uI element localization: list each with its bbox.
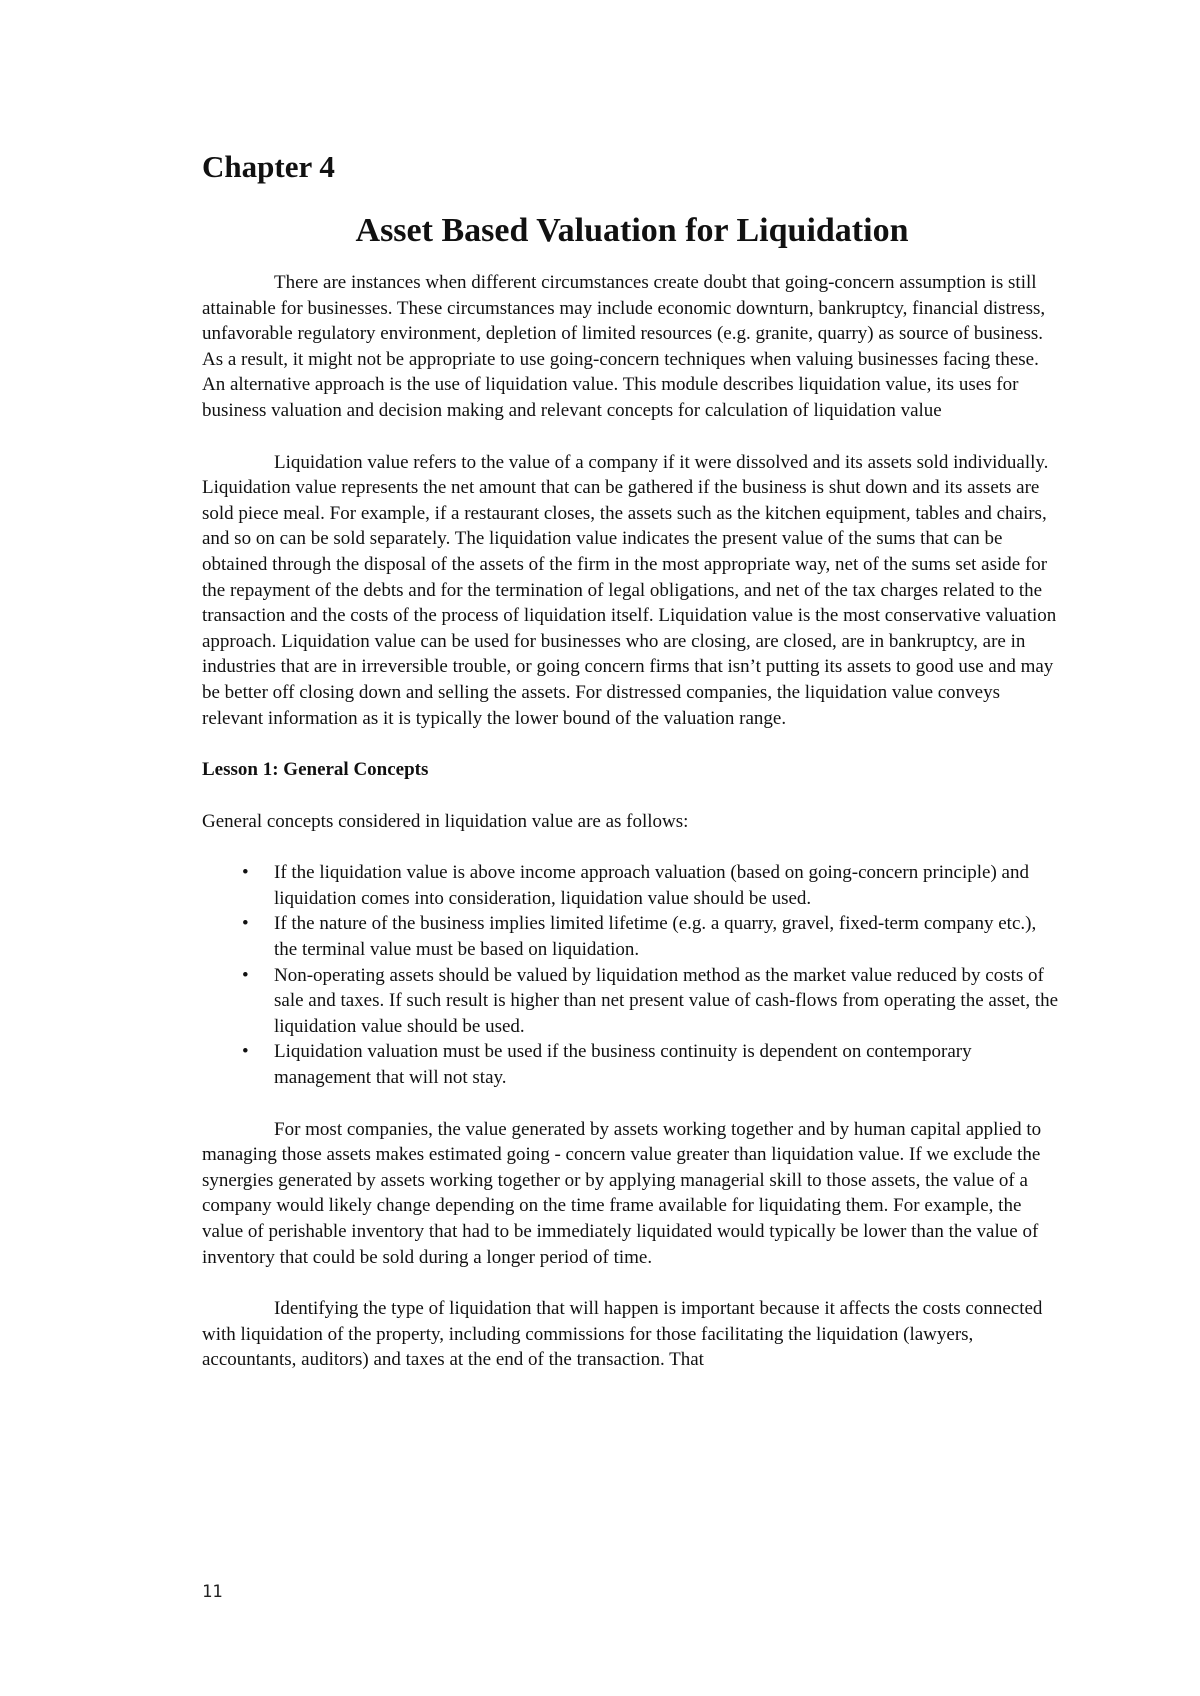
chapter-label: Chapter 4 — [202, 149, 335, 184]
paragraph-spacer — [202, 834, 1062, 860]
lesson-intro: General concepts considered in liquidation value are as follows: — [202, 810, 689, 832]
concepts-list — [202, 860, 1062, 1090]
list-item-text: If the liquidation value is above income approach valuation (based on going-concern principle) and liquidation comes into consideration, liquidation value should be used. — [274, 862, 1029, 909]
closing-paragraph-2: Identifying the type of liquidation that will happen is important because it affects the costs connected with liquidation of the property, including commissions for those facilitating the liquidation (lawyers, accountants, auditors) and taxes at the end of the transaction. That — [202, 1298, 1043, 1371]
intro-paragraph-1: There are instances when different circumstances create doubt that going-concern assumption is still attainable for businesses. These circumstances may include economic downturn, bankruptcy, financial distress, unfavorable regulatory environment, depletion of limited resources (e.g. granite, quarry) as source of business. As a result, it might not be appropriate to use going-concern techniques when valuing businesses facing these. An alternative approach is the use of liquidation value. This module describes liquidation value, its uses for business valuation and decision making and relevant concepts for calculation of liquidation value — [202, 272, 1046, 421]
bullet-icon: • — [242, 964, 249, 986]
paragraph-spacer — [202, 783, 1062, 809]
list-item — [202, 1039, 1062, 1090]
paragraph-spacer — [202, 424, 1062, 450]
list-item-text: Liquidation valuation must be used if the business continuity is dependent on contemporary management that will not stay. — [274, 1041, 972, 1089]
list-item-text: Non-operating assets should be valued by liquidation method as the market value reduced by costs of sale and taxes. If such result is higher than net present value of cash-flows from operating the asset, the liquidation value should be used. — [274, 964, 1059, 1037]
bullet-icon: • — [242, 913, 249, 935]
list-item — [202, 860, 1062, 911]
list-item — [202, 911, 1062, 962]
chapter-title: Asset Based Valuation for Liquidation — [355, 212, 909, 249]
bullet-icon: • — [242, 862, 249, 884]
list-item — [202, 963, 1062, 1040]
closing-paragraph-1: For most companies, the value generated by assets working together and by human capital applied to managing those assets makes estimated going - concern value greater than liquidation value. If we exclude the synergies generated by assets working together or by applying managerial skill to those assets, the value of a company would likely change depending on the time frame available for liquidating them. For example, the value of perishable inventory that had to be immediately liquidated would typically be lower than the value of inventory that could be sold during a longer period of time. — [202, 1118, 1042, 1268]
page-number: 11 — [202, 1582, 223, 1602]
paragraph-spacer — [202, 1091, 1062, 1117]
lesson-heading: Lesson 1: General Concepts — [202, 759, 429, 781]
paragraph-spacer — [202, 731, 1062, 757]
paragraph-spacer — [202, 1270, 1062, 1296]
bullet-icon: • — [242, 1041, 249, 1063]
list-item-text: If the nature of the business implies limited lifetime (e.g. a quarry, gravel, fixed-term company etc.), the terminal value must be based on liquidation. — [274, 913, 1037, 961]
page-content — [202, 148, 1062, 1373]
intro-paragraph-2: Liquidation value refers to the value of a company if it were dissolved and its assets sold individually. Liquidation value represents the net amount that can be gathered if the business is shut down and its assets are sold piece meal. For example, if a restaurant closes, the assets such as the kitchen equipment, tables and chairs, and so on can be sold separately. The liquidation value indicates the present value of the sums that can be obtained through the disposal of the assets of the firm in the most appropriate way, net of the sums set aside for the repayment of the debts and for the termination of legal obligations, and net of the tax charges related to the transaction and the costs of the process of liquidation itself. Liquidation value is the most conservative valuation approach. Liquidation value can be used for businesses who are closing, are closed, are in bankruptcy, are in industries that are in irreversible trouble, or going concern firms that isn’t putting its assets to good use and may be better off closing down and selling the assets. For distressed companies, the liquidation value conveys relevant information as it is typically the lower bound of the valuation range. — [202, 451, 1057, 729]
